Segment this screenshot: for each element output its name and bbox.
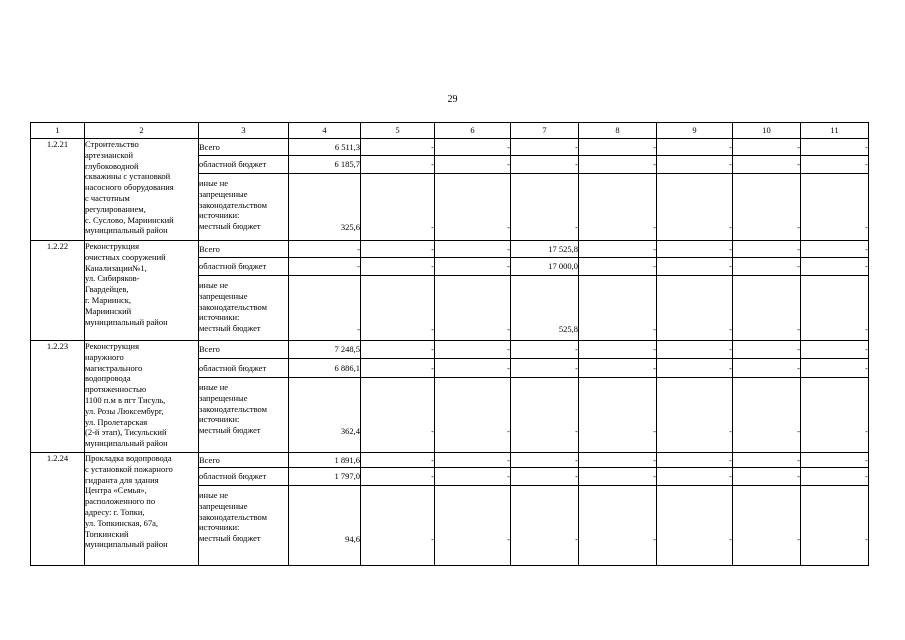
value-cell: - xyxy=(511,486,579,566)
item-number-cell: 1.2.23 xyxy=(31,341,85,453)
value-cell: - xyxy=(579,174,657,241)
value-cell: - xyxy=(657,174,733,241)
value-cell: - xyxy=(733,341,801,359)
page-number: 29 xyxy=(447,94,458,105)
value-cell: - xyxy=(733,139,801,156)
value-cell: - xyxy=(579,276,657,341)
value-cell: - xyxy=(579,486,657,566)
value-cell: - xyxy=(657,341,733,359)
value-cell: - xyxy=(361,453,435,468)
value-cell: - xyxy=(289,276,361,341)
value-cell: - xyxy=(801,468,869,486)
value-cell: - xyxy=(657,276,733,341)
value-cell: 17 000,0 xyxy=(511,258,579,276)
value-cell: 325,6 xyxy=(289,174,361,241)
value-cell: - xyxy=(511,139,579,156)
value-cell: - xyxy=(801,453,869,468)
value-cell: - xyxy=(579,359,657,378)
value-cell: - xyxy=(435,453,511,468)
value-cell: - xyxy=(435,486,511,566)
value-cell: - xyxy=(579,378,657,453)
value-cell: - xyxy=(733,241,801,258)
value-cell: - xyxy=(435,359,511,378)
value-cell: - xyxy=(511,378,579,453)
column-header-8: 8 xyxy=(579,123,657,139)
funding-source-sublabel: местный бюджет xyxy=(199,533,261,544)
item-description-cell: Реконструкция наружного магистрального водопровода протяженностью 1100 п.м в пгт Тисуль, ул. Розы Люксембург, ул. Пролетарская (2-й этап), Тисульский муниципальный район xyxy=(85,341,199,453)
table-row xyxy=(31,341,869,359)
value-cell: - xyxy=(361,486,435,566)
value-cell: - xyxy=(289,241,361,258)
value-cell: - xyxy=(435,468,511,486)
table-row xyxy=(31,241,869,258)
value-cell: 362,4 xyxy=(289,378,361,453)
item-number-cell: 1.2.22 xyxy=(31,241,85,341)
value-cell: - xyxy=(657,139,733,156)
funding-source-cell: Всего xyxy=(199,341,289,359)
value-cell: - xyxy=(511,341,579,359)
value-cell: - xyxy=(657,359,733,378)
column-header-6: 6 xyxy=(435,123,511,139)
value-cell: - xyxy=(511,453,579,468)
funding-source-cell xyxy=(199,174,289,241)
value-cell: - xyxy=(733,276,801,341)
funding-source-cell: Всего xyxy=(199,139,289,156)
value-cell: - xyxy=(289,258,361,276)
value-cell: - xyxy=(361,276,435,341)
value-cell: - xyxy=(361,241,435,258)
item-number-cell: 1.2.21 xyxy=(31,139,85,241)
column-header-5: 5 xyxy=(361,123,435,139)
column-header-10: 10 xyxy=(733,123,801,139)
table-row xyxy=(31,453,869,468)
funding-source-label: иные не запрещенные законодательством источники: xyxy=(199,178,268,221)
funding-source-cell xyxy=(199,276,289,341)
column-header-7: 7 xyxy=(511,123,579,139)
funding-source-cell xyxy=(199,486,289,566)
value-cell: - xyxy=(579,341,657,359)
value-cell: - xyxy=(579,468,657,486)
value-cell: 17 525,8 xyxy=(511,241,579,258)
value-cell: - xyxy=(801,174,869,241)
value-cell: - xyxy=(435,241,511,258)
value-cell: - xyxy=(801,139,869,156)
value-cell: - xyxy=(579,156,657,174)
value-cell: - xyxy=(435,378,511,453)
value-cell: - xyxy=(361,468,435,486)
funding-source-cell: областной бюджет xyxy=(199,258,289,276)
value-cell: 7 248,5 xyxy=(289,341,361,359)
value-cell: - xyxy=(361,359,435,378)
value-cell: - xyxy=(657,453,733,468)
funding-source-sublabel: местный бюджет xyxy=(199,323,261,334)
value-cell: - xyxy=(733,486,801,566)
value-cell: - xyxy=(657,241,733,258)
funding-source-label: иные не запрещенные законодательством источники: xyxy=(199,490,268,533)
value-cell: - xyxy=(733,258,801,276)
value-cell: - xyxy=(511,468,579,486)
value-cell: - xyxy=(435,341,511,359)
value-cell: - xyxy=(733,453,801,468)
value-cell: - xyxy=(361,378,435,453)
value-cell: - xyxy=(511,156,579,174)
value-cell: - xyxy=(733,174,801,241)
item-number-cell: 1.2.24 xyxy=(31,453,85,566)
value-cell: - xyxy=(801,156,869,174)
funding-source-sublabel: местный бюджет xyxy=(199,425,261,436)
value-cell: - xyxy=(361,341,435,359)
value-cell: - xyxy=(733,156,801,174)
column-header-4: 4 xyxy=(289,123,361,139)
value-cell: - xyxy=(511,174,579,241)
table-header xyxy=(31,123,869,139)
value-cell: - xyxy=(361,156,435,174)
value-cell: 6 511,3 xyxy=(289,139,361,156)
value-cell: 1 797,0 xyxy=(289,468,361,486)
value-cell: - xyxy=(435,174,511,241)
value-cell: - xyxy=(801,359,869,378)
funding-source-sublabel: местный бюджет xyxy=(199,221,261,232)
value-cell: 1 891,6 xyxy=(289,453,361,468)
value-cell: 6 185,7 xyxy=(289,156,361,174)
funding-source-cell: Всего xyxy=(199,453,289,468)
table-body xyxy=(31,139,869,566)
value-cell: - xyxy=(657,258,733,276)
item-description-cell: Строительство артезианской глубоководной скважины с установкой насосного оборудования с частотным регулированием, с. Суслово, Мариинский муниципальный район xyxy=(85,139,199,241)
column-header-11: 11 xyxy=(801,123,869,139)
value-cell: - xyxy=(579,258,657,276)
value-cell: - xyxy=(733,468,801,486)
column-header-2: 2 xyxy=(85,123,199,139)
value-cell: - xyxy=(435,258,511,276)
column-header-9: 9 xyxy=(657,123,733,139)
value-cell: - xyxy=(733,378,801,453)
value-cell: - xyxy=(361,258,435,276)
value-cell: - xyxy=(579,453,657,468)
funding-source-cell: областной бюджет xyxy=(199,156,289,174)
value-cell: - xyxy=(361,174,435,241)
funding-source-cell: Всего xyxy=(199,241,289,258)
value-cell: - xyxy=(657,156,733,174)
value-cell: - xyxy=(733,359,801,378)
value-cell: - xyxy=(435,276,511,341)
column-header-1: 1 xyxy=(31,123,85,139)
table-row xyxy=(31,139,869,156)
program-table xyxy=(30,122,869,566)
value-cell: - xyxy=(579,139,657,156)
funding-source-cell: областной бюджет xyxy=(199,359,289,378)
item-description-cell: Реконструкция очистных сооружений Канализации№1, ул. Сибиряков- Гвардейцев, г. Мариинск, Мариинский муниципальный район xyxy=(85,241,199,341)
value-cell: - xyxy=(801,341,869,359)
header-row xyxy=(31,123,869,139)
value-cell: - xyxy=(801,276,869,341)
value-cell: - xyxy=(435,156,511,174)
value-cell: - xyxy=(801,486,869,566)
value-cell: - xyxy=(361,139,435,156)
value-cell: - xyxy=(657,378,733,453)
value-cell: 6 886,1 xyxy=(289,359,361,378)
funding-source-cell: областной бюджет xyxy=(199,468,289,486)
item-description-cell: Прокладка водопровода с установкой пожарного гидранта для здания Центра «Семья», расположенного по адресу: г. Топки, ул. Топкинская, 67а, Топкинский муниципальный район xyxy=(85,453,199,566)
funding-source-label: иные не запрещенные законодательством источники: xyxy=(199,280,268,323)
value-cell: - xyxy=(435,139,511,156)
funding-source-cell xyxy=(199,378,289,453)
funding-source-label: иные не запрещенные законодательством источники: xyxy=(199,382,268,425)
value-cell: - xyxy=(579,241,657,258)
value-cell: - xyxy=(801,258,869,276)
value-cell: 94,6 xyxy=(289,486,361,566)
value-cell: 525,8 xyxy=(511,276,579,341)
value-cell: - xyxy=(801,378,869,453)
column-header-3: 3 xyxy=(199,123,289,139)
value-cell: - xyxy=(511,359,579,378)
value-cell: - xyxy=(657,486,733,566)
value-cell: - xyxy=(657,468,733,486)
value-cell: - xyxy=(801,241,869,258)
